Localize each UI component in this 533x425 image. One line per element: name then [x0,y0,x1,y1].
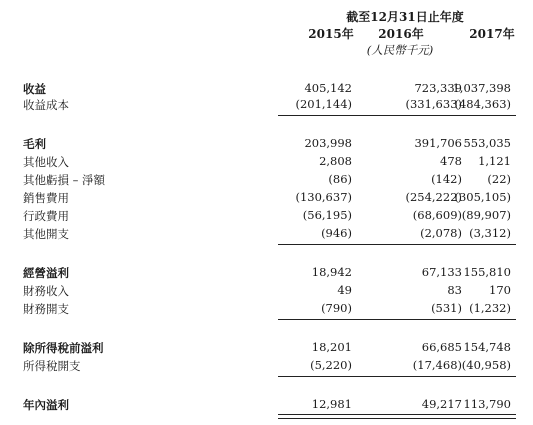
statement-row [0,172,533,188]
statement-row [0,97,533,113]
value-2017: (3,312) [469,226,511,240]
value-2015: (946) [321,226,352,240]
row-label: 其他虧損 – 淨額 [23,173,106,187]
row-label: 年內溢利 [23,398,69,412]
value-2016: 391,706 [414,136,462,150]
value-2017: (22) [487,172,511,186]
value-2017: 1,037,398 [452,81,511,95]
value-2015: (56,195) [302,208,352,222]
value-2016: (2,078) [420,226,462,240]
statement-row [0,283,533,299]
value-2015: 405,142 [304,81,352,95]
row-label: 銷售費用 [23,191,69,205]
year-header-2017: 2017年 [469,27,515,41]
value-2017: (1,232) [469,301,511,315]
value-2016: 49,217 [421,397,462,411]
value-2017: (89,907) [461,208,511,222]
statement-row [0,154,533,170]
value-2015: 49 [337,283,352,297]
value-2015: 12,981 [311,397,352,411]
value-2017: 113,790 [463,397,511,411]
statement-row [0,208,533,224]
value-2016: 478 [440,154,462,168]
statement-row [0,301,533,317]
value-2015: (130,637) [295,190,352,204]
value-2015: (5,220) [310,358,352,372]
value-2017: (40,958) [461,358,511,372]
row-label: 財務收入 [23,284,69,298]
value-2016: 723,339 [414,81,462,95]
statement-row [0,136,533,152]
row-label: 行政費用 [23,209,69,223]
statement-row [0,226,533,242]
subtotal-rule [278,376,516,377]
period-heading: 截至12月31日止年度 [346,10,464,24]
statement-row [0,190,533,206]
value-2017: 155,810 [463,265,511,279]
value-2017: 1,121 [478,154,511,168]
year-header-2015: 2015年 [308,27,354,41]
value-2016: 66,685 [421,340,462,354]
subtotal-rule [278,115,516,116]
value-2016: (254,222) [405,190,462,204]
statement-row [0,358,533,374]
subtotal-rule [278,244,516,245]
statement-row [0,81,533,97]
row-label: 除所得稅前溢利 [23,341,104,355]
value-2017: (305,105) [454,190,511,204]
value-2017: 170 [489,283,511,297]
row-label: 其他開支 [23,227,69,241]
value-2015: (201,144) [295,97,352,111]
row-label: 財務開支 [23,302,69,316]
value-2016: (68,609) [412,208,462,222]
row-label: 經營溢利 [23,266,69,280]
row-label: 收益 [23,82,46,96]
row-label: 所得稅開支 [23,359,81,373]
value-2015: 18,942 [311,265,352,279]
statement-row [0,397,533,413]
row-label: 收益成本 [23,98,69,112]
value-2015: 18,201 [311,340,352,354]
value-2016: (17,468) [412,358,462,372]
value-2016: (142) [431,172,462,186]
value-2015: 203,998 [304,136,352,150]
value-2017: 553,035 [463,136,511,150]
value-2015: 2,808 [319,154,352,168]
row-label: 其他收入 [23,155,69,169]
value-2015: (790) [321,301,352,315]
value-2016: 83 [447,283,462,297]
value-2016: (331,633) [405,97,462,111]
value-2016: (531) [431,301,462,315]
value-2017: 154,748 [463,340,511,354]
value-2017: (484,363) [454,97,511,111]
value-2015: (86) [328,172,352,186]
total-double-rule [278,414,516,419]
statement-row [0,340,533,356]
currency-unit: (人民幣千元) [366,43,434,57]
subtotal-rule [278,319,516,320]
row-label: 毛利 [23,137,46,151]
statement-row [0,265,533,281]
value-2016: 67,133 [421,265,462,279]
year-header-2016: 2016年 [378,27,424,41]
